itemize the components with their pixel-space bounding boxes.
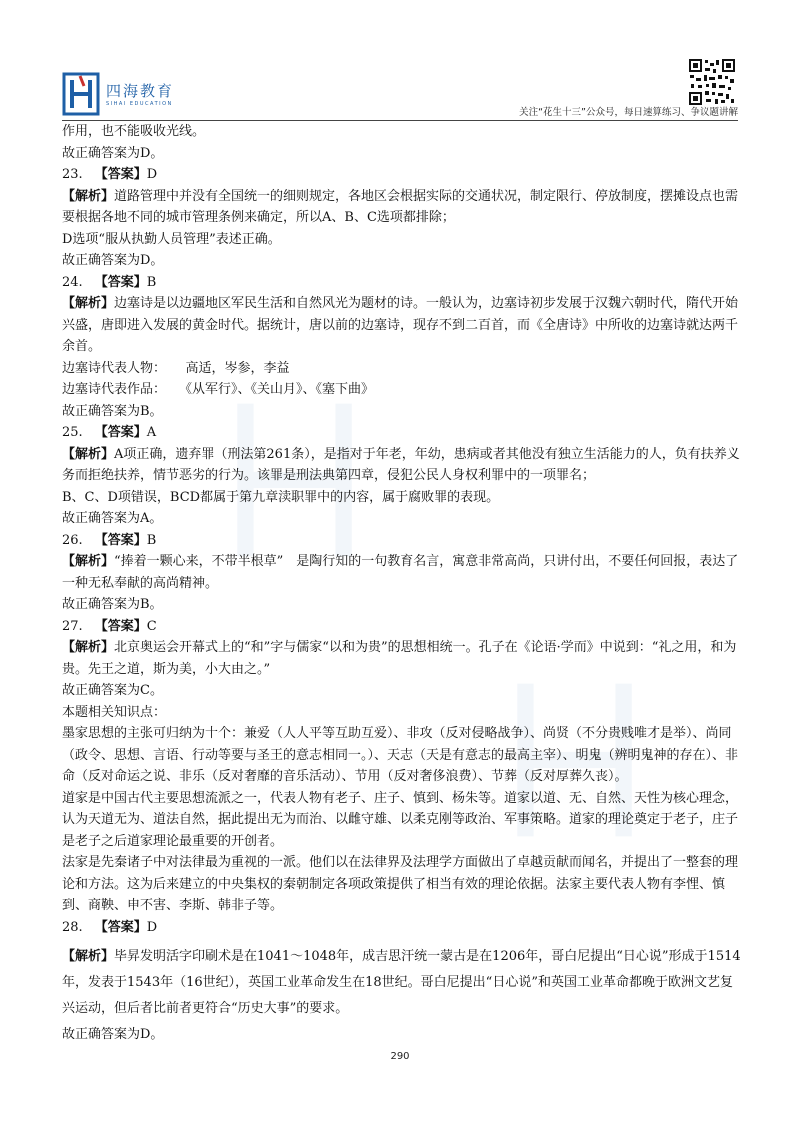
text-paragraph <box>62 508 742 530</box>
answer-line <box>62 272 742 294</box>
header-tagline: 关注“花生十三”公众号，每日速算练习、争议题讲解 <box>519 107 738 118</box>
answer-label: 【答案】 <box>94 532 147 548</box>
explanation-paragraph <box>62 293 742 358</box>
paragraph-text: 作用，也不能吸收光线。 <box>62 124 206 139</box>
explanation-label: 【解析】 <box>62 188 115 204</box>
question-number: 23. <box>62 167 83 182</box>
question-number: 28. <box>62 919 83 935</box>
paragraph-text: 故正确答案为B。 <box>62 597 163 612</box>
text-paragraph <box>62 143 742 165</box>
answer-line <box>62 422 742 444</box>
paragraph-text: 本题相关知识点： <box>62 704 167 720</box>
text-paragraph <box>62 121 742 143</box>
paragraph-text: “捧着一颗心来，不带半根草” 是陶行知的一句教育名言，寓意非常高尚，只讲付出，不要任何回报，表达了一种无私奉献的高尚精神。 <box>62 554 739 591</box>
question-number: 24. <box>62 274 83 290</box>
paragraph-text: 故正确答案为A。 <box>62 511 163 526</box>
answer-label: 【答案】 <box>94 425 147 440</box>
answer-label: 【答案】 <box>94 167 147 182</box>
text-paragraph <box>62 1022 742 1048</box>
paragraph-text: 边塞诗代表作品： 《从军行》、《关山月》、《塞下曲》 <box>62 382 375 397</box>
paragraph-text: A项正确，遗弃罪（刑法第261条），是指对于年老，年幼，患病或者其他没有独立生活能力的人，负有扶养义务而拒绝扶养，情节恶劣的行为。该罪是刑法典第四章，侵犯公民人身权利罪中的一项罪名； <box>62 446 740 483</box>
paragraph-text: C <box>146 618 157 634</box>
paragraph-text: 北京奥运会开幕式上的“和”字与儒家“以和为贵”的思想相统一。孔子在《论语·学而》中说到：“礼之用，和为贵。先王之道，斯为美，小大由之。” <box>62 640 737 677</box>
answer-label: 【答案】 <box>94 618 147 634</box>
answer-line <box>62 917 742 939</box>
paragraph-text: 故正确答案为B。 <box>62 403 163 419</box>
explanation-paragraph <box>62 551 742 594</box>
paragraph-text: 故正确答案为D。 <box>62 1027 164 1042</box>
paragraph-text: 故正确答案为C。 <box>62 683 163 698</box>
paragraph-text: 道家是中国古代主要思想流派之一，代表人物有老子、庄子、慎到、杨朱等。道家以道、无、自然、天性为核心理念，认为天道无为、道法自然，据此提出无为而治、以雌守雄、以柔克刚等政治、军事策略。道家的理论奠定于老子，庄子是老子之后道家理论最重要的开创者。 <box>62 790 739 849</box>
paragraph-text: D <box>146 919 158 935</box>
page-number: 290 <box>390 1051 410 1062</box>
paragraph-text: B、C、D项错误，BCD都属于第九章渎职罪中的内容，属于腐败罪的表现。 <box>62 489 500 505</box>
paragraph-text: 法家是先秦诸子中对法律最为重视的一派。他们以在法律界及法理学方面做出了卓越贡献而闻名，并提出了一整套的理论和方法。这为后来建立的中央集权的秦朝制定各项政策提供了相当有效的理论依据。法家主要代表人物有李悝、慎到、商鞅、申不害、李斯、韩非子等。 <box>62 855 739 913</box>
answer-line <box>62 616 742 638</box>
text-paragraph <box>62 487 742 509</box>
explanation-label: 【解析】 <box>62 640 115 655</box>
paragraph-text: 故正确答案为D。 <box>62 145 164 161</box>
text-paragraph <box>62 379 742 401</box>
explanation-label: 【解析】 <box>62 554 115 569</box>
paragraph-text: B <box>146 532 157 548</box>
sihai-logo-mark-icon <box>62 72 102 116</box>
explanation-label: 【解析】 <box>62 446 115 462</box>
text-paragraph <box>62 594 742 616</box>
answer-line <box>62 164 742 186</box>
paragraph-text: 墨家思想的主张可归纳为十个：兼爱（人人平等互助互爱）、非攻（反对侵略战争）、尚贤（不分贵贱唯才是举）、尚同（政令、思想、言语、行动等要与圣王的意志相同一。）、天志（天是有意志的最高主宰）、明鬼（辨明鬼神的存在）、非命（反对命运之说、非乐（反对奢靡的音乐活动）、节用（反对奢侈浪费）、节葬（反对厚葬久丧）。 <box>62 726 739 784</box>
paragraph-text: 毕昇发明活字印刷术是在1041～1048年，成吉思汗统一蒙古是在1206年，哥白尼提出“日心说”形成于1514年，发表于1543年（16世纪），英国工业革命发生在18世纪。哥白尼提出“日心说”和英国工业革命都晚于欧洲文艺复兴运动，但后者比前者更符合“历史大事”的要求。 <box>62 949 741 1016</box>
explanation-paragraph <box>62 944 742 1022</box>
question-number: 25. <box>62 425 83 440</box>
answer-explanations <box>62 121 742 1048</box>
paragraph-text: A <box>146 425 157 440</box>
logo-title: 四海教育 <box>106 82 175 100</box>
question-number: 27. <box>62 618 83 634</box>
text-paragraph <box>62 788 742 853</box>
logo-subtitle: SIHAI EDUCATION <box>106 101 173 107</box>
question-number: 26. <box>62 532 83 548</box>
paragraph-text: 故正确答案为D。 <box>62 253 164 268</box>
paragraph-text: 道路管理中并没有全国统一的细则规定，各地区会根据实际的交通状况，制定限行、停放制度，摆摊设点也需要根据各地不同的城市管理条例来确定，所以A、B、C选项都排除； <box>62 188 739 225</box>
text-paragraph <box>62 680 742 702</box>
paragraph-text: 边塞诗代表人物： 高适，岑参，李益 <box>62 360 290 376</box>
sihai-education-logo <box>62 72 202 118</box>
explanation-paragraph <box>62 186 742 229</box>
answer-label: 【答案】 <box>94 919 147 935</box>
text-paragraph <box>62 723 742 788</box>
text-paragraph <box>62 358 742 380</box>
paragraph-text: D <box>146 167 158 182</box>
answer-label: 【答案】 <box>94 274 147 290</box>
text-paragraph <box>62 852 742 917</box>
paragraph-text: D选项“服从执勤人员管理”表述正确。 <box>62 231 281 247</box>
text-paragraph <box>62 401 742 423</box>
qr-code-icon <box>688 58 736 106</box>
page-header <box>0 0 800 122</box>
text-paragraph <box>62 702 742 724</box>
text-paragraph <box>62 250 742 272</box>
paragraph-text: B <box>146 274 157 290</box>
answer-line <box>62 530 742 552</box>
explanation-paragraph <box>62 637 742 680</box>
explanation-label: 【解析】 <box>62 296 115 311</box>
explanation-label: 【解析】 <box>62 949 115 964</box>
explanation-paragraph <box>62 444 742 487</box>
paragraph-text: 边塞诗是以边疆地区军民生活和自然风光为题材的诗。一般认为，边塞诗初步发展于汉魏六朝时代，隋代开始兴盛，唐即进入发展的黄金时代。据统计，唐以前的边塞诗，现存不到二百首，而《全唐诗》中所收的边塞诗就达两千余首。 <box>62 296 739 354</box>
text-paragraph <box>62 229 742 251</box>
